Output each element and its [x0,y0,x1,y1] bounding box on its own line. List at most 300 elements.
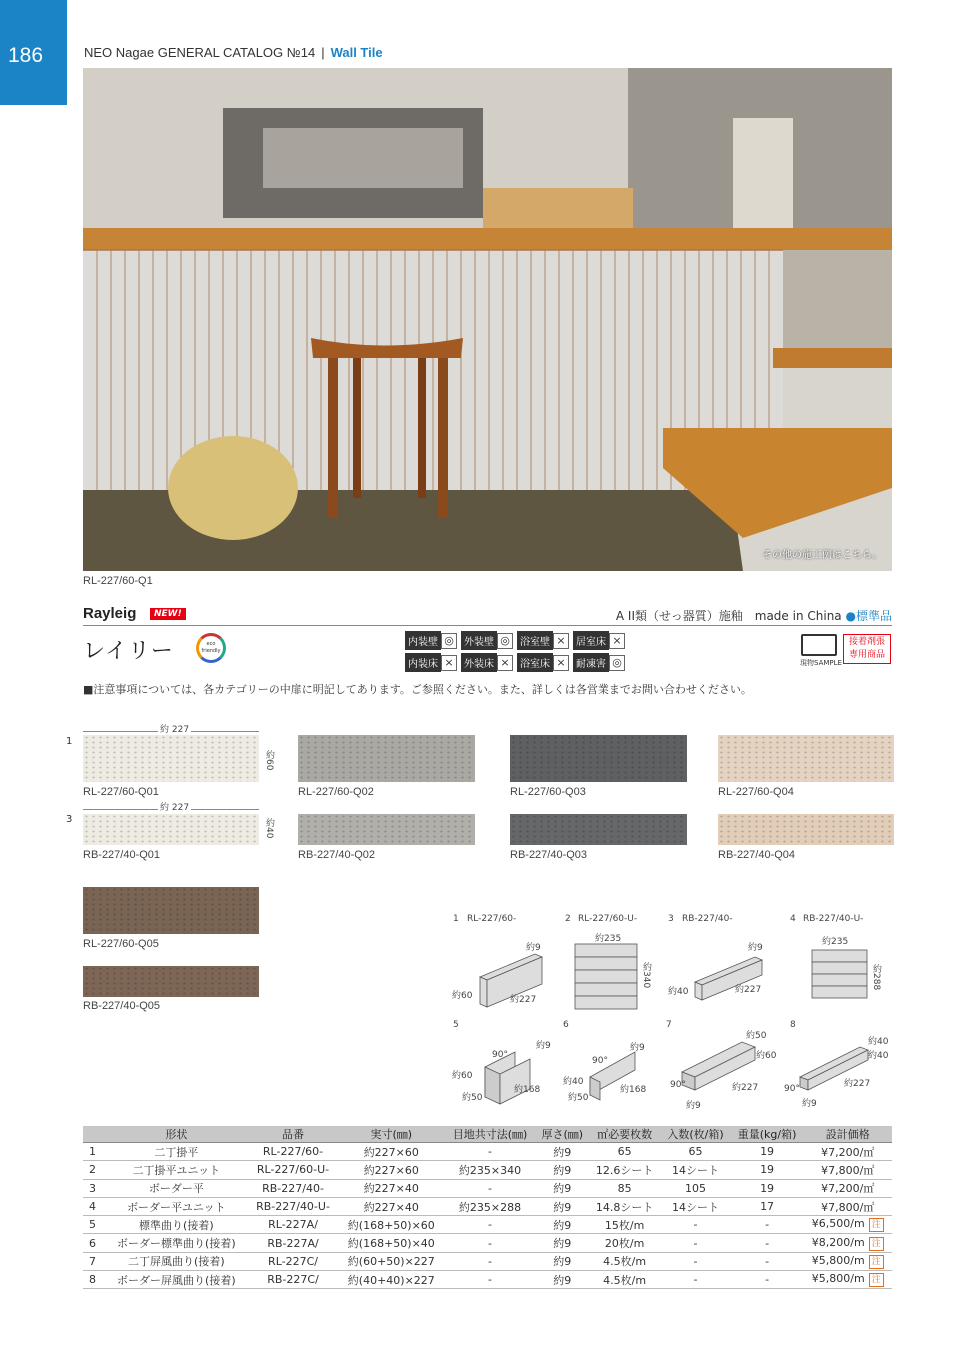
table-cell [589,1234,661,1252]
table-cell [248,1216,339,1234]
usage-label: 耐凍害 [573,653,609,672]
diagram-dim: 約40 [868,1037,889,1047]
swatch-code: RB-227/40-Q04 [718,849,796,861]
catalog-title: NEO Nagae GENERAL CATALOG №14 [84,45,316,60]
table-cell [105,1271,248,1289]
swatch-rl-q01[interactable] [83,735,259,782]
cell-text: ¥8,200/m [811,1235,865,1249]
diagram-dim: 約9 [748,943,763,953]
cell-text: - [488,1181,493,1195]
cell-text: 約227×60 [363,1163,419,1177]
table-cell [444,1271,535,1289]
table-cell [105,1179,248,1197]
table-cell [444,1179,535,1197]
table-cell [589,1161,661,1179]
diagram-number: 3 [668,914,674,924]
cell-text: 約9 [553,1255,572,1269]
usage-item [405,653,457,672]
table-header-row [83,1126,892,1143]
usage-item [517,631,569,650]
diagram-dim: 約288 [871,964,881,991]
cell-text: 約(60+50)×227 [347,1255,435,1269]
cell-text: RB-227/40-U- [256,1200,330,1214]
diagram-dim: 約60 [452,1071,473,1081]
table-cell [248,1234,339,1252]
usage-item [573,631,625,650]
usage-mark: ◎ [609,655,625,671]
cell-text: - [488,1273,493,1287]
table-cell [248,1179,339,1197]
cell-text: - [488,1145,493,1159]
diagram-dim: 90° [492,1050,508,1060]
swatch-code: RL-227/60-Q04 [718,786,794,798]
table-cell [83,1143,105,1161]
table-row [83,1271,892,1289]
table-cell [660,1179,730,1197]
diagram-dim: 約9 [536,1041,551,1051]
swatch-rl-q05[interactable] [83,887,259,934]
cell-text: 15枚/m [604,1218,645,1232]
cell-text: 約(40+40)×227 [347,1273,435,1287]
cell-text: RL-227/60- [262,1145,324,1159]
table-cell [804,1161,892,1179]
swatch-code: RB-227/40-Q05 [83,1000,161,1012]
diagram-dim: 90° [592,1056,608,1066]
diagram-dim: 約340 [641,962,651,989]
cell-text: - [765,1273,770,1287]
page-number: 186 [0,0,67,105]
swatch-rb-q02[interactable] [298,814,475,845]
table-cell [804,1271,892,1289]
table-cell [444,1234,535,1252]
diagram-code: RL-227/60- [467,914,517,924]
table-cell [338,1161,444,1179]
col-header: 実寸(㎜) [338,1126,444,1143]
cell-text: 1 [89,1145,96,1159]
table-cell [338,1234,444,1252]
cell-text: ¥5,800/m [811,1253,865,1267]
table-cell [731,1252,804,1270]
diagram-dim: 約50 [568,1093,589,1103]
cell-text: - [693,1218,698,1232]
table-cell [804,1234,892,1252]
usage-item [461,631,513,650]
table-cell [444,1143,535,1161]
cell-text: 約235×340 [458,1163,522,1177]
swatch-code: RL-227/60-Q03 [510,786,586,798]
usage-mark: × [609,633,625,649]
cell-text: ¥7,200/㎡ [821,1145,875,1159]
note-badge: 注 [869,1218,884,1232]
catalog-header [84,45,383,60]
usage-mark: × [497,655,513,671]
table-cell [804,1197,892,1215]
table-cell [83,1271,105,1289]
swatch-code: RL-227/60-Q01 [83,786,159,798]
cell-text: 8 [89,1273,96,1287]
eco-friendly-icon: eco friendly [196,633,226,663]
table-cell [589,1252,661,1270]
swatch-rb-q05[interactable] [83,966,259,997]
cell-text: - [765,1218,770,1232]
diagram-dim: 約9 [630,1043,645,1053]
table-cell [338,1216,444,1234]
table-cell [589,1143,661,1161]
table-cell [589,1197,661,1215]
diagram-dim: 90° [670,1080,686,1090]
col-header: 目地共寸法(㎜) [444,1126,535,1143]
table-cell [105,1216,248,1234]
cell-text: 17 [760,1200,775,1214]
table-cell [731,1179,804,1197]
cell-text: 約235×288 [458,1200,522,1214]
diagram-dim: 約227 [732,1083,759,1093]
table-cell [338,1271,444,1289]
cell-text: 7 [89,1254,96,1268]
cell-text: 約9 [553,1273,572,1287]
sample-label: 現物SAMPLE [800,659,842,667]
cell-text: ボーダー屏風曲り(接着) [117,1273,236,1287]
cell-text: 約227×60 [363,1145,419,1159]
cell-text: 約227×40 [363,1182,419,1196]
swatch-rl-q02[interactable] [298,735,475,782]
usage-item [517,653,569,672]
table-row [83,1216,892,1234]
table-cell [589,1216,661,1234]
cell-text: ¥7,200/㎡ [821,1182,875,1196]
table-cell [589,1179,661,1197]
cell-text: 約9 [553,1182,572,1196]
standard-label: 標準品 [855,609,892,623]
diagram-dim: 約227 [510,995,537,1005]
table-cell [731,1143,804,1161]
cell-text: - [693,1236,698,1250]
cell-text: ¥7,800/㎡ [821,1200,875,1214]
shape-diagrams [450,912,892,1117]
col-header: 形状 [105,1126,248,1143]
cell-text: 19 [760,1145,775,1159]
table-cell [536,1143,589,1161]
table-cell [105,1252,248,1270]
usage-label: 内装壁 [405,631,441,650]
usage-mark: × [553,633,569,649]
table-cell [248,1143,339,1161]
table-cell [731,1271,804,1289]
adhesive-line-1: 接着剤張 [848,637,885,647]
sample-icon [801,634,837,656]
height-dimension: 約60 [264,750,274,771]
cell-text: 20枚/m [604,1237,645,1251]
diagram-dim: 約168 [514,1085,541,1095]
usage-item [461,653,513,672]
installation-photo-illustration [83,68,892,571]
col-header: ㎡必要枚数 [589,1126,661,1143]
usage-item [405,631,457,650]
cell-text: 約9 [553,1200,572,1214]
cell-text: 約9 [553,1237,572,1251]
swatch-rb-q03[interactable] [510,814,687,845]
cell-text: 14.8シート [595,1200,654,1214]
table-cell [105,1143,248,1161]
adhesive-line-2: 専用商品 [848,650,885,660]
cell-text: RL-227A/ [268,1218,318,1232]
swatch-rl-q03[interactable] [510,735,687,782]
col-header: 重量(kg/箱) [731,1126,804,1143]
diagram-number: 4 [790,914,796,924]
spec-table [83,1126,892,1289]
col-header: 設計価格 [804,1126,892,1143]
cell-text: 標準曲り(接着) [139,1218,214,1232]
cell-text: 2 [89,1163,96,1177]
table-row [83,1234,892,1252]
diagram-number: 1 [453,914,459,924]
cell-text: - [488,1218,493,1232]
cell-text: - [765,1254,770,1268]
note-badge: 注 [869,1255,884,1269]
cell-text: 約(168+50)×60 [347,1218,435,1232]
swatch-rb-q01[interactable] [83,814,259,845]
cell-text: 85 [617,1181,632,1195]
row-number: 1 [66,736,73,747]
usage-label: 浴室壁 [517,631,553,650]
diagram-dim: 約40 [668,987,689,997]
swatch-code: RB-227/40-Q02 [298,849,376,861]
cell-text: RB-227/40- [262,1181,324,1195]
cell-text: 4 [89,1200,96,1214]
table-cell [731,1216,804,1234]
table-cell [660,1252,730,1270]
table-cell [731,1197,804,1215]
table-cell [660,1197,730,1215]
diagram-dim: 約40 [868,1051,889,1061]
cell-text: - [693,1273,698,1287]
table-row [83,1161,892,1179]
notice-text: ■注意事項については、各カテゴリーの中扉に明記してあります。ご参照ください。また、詳しくは各営業までお問い合わせください。 [83,683,752,696]
table-cell [105,1161,248,1179]
diagram-number: 2 [565,914,571,924]
col-header [83,1126,105,1143]
cell-text: 6 [89,1236,96,1250]
qr-caption: その他の施工例はこちら。 [762,550,882,561]
table-row [83,1179,892,1197]
header-separator: | [321,45,325,60]
cell-text: ¥6,500/m [811,1217,865,1231]
cell-text: 19 [760,1181,775,1195]
table-cell [536,1234,589,1252]
cell-text: ボーダー平ユニット [127,1200,226,1214]
usage-mark: × [441,655,457,671]
diagram-number: 6 [563,1020,569,1030]
note-badge: 注 [869,1237,884,1251]
diagram-dim: 約235 [822,937,849,947]
table-cell [444,1216,535,1234]
table-cell [83,1179,105,1197]
swatch-rl-q04[interactable] [718,735,894,782]
table-cell [804,1252,892,1270]
table-cell [660,1143,730,1161]
table-cell [804,1179,892,1197]
cell-text: 4.5枚/m [603,1273,647,1287]
cell-text: 14シート [672,1200,719,1214]
usage-label: 居室床 [573,631,609,650]
cell-text: 約227×40 [363,1200,419,1214]
cell-text: 19 [760,1163,775,1177]
cell-text: RB-227C/ [267,1273,319,1287]
usage-mark: ◎ [441,633,457,649]
table-cell [536,1252,589,1270]
cell-text: ボーダー標準曲り(接着) [117,1237,236,1251]
new-badge: NEW! [150,608,186,620]
table-cell [536,1179,589,1197]
cell-text: 4.5枚/m [603,1255,647,1269]
table-cell [731,1161,804,1179]
table-cell [660,1234,730,1252]
diagram-dim: 90° [784,1084,800,1094]
table-cell [83,1197,105,1215]
table-body [83,1143,892,1289]
classification-text: A II類（せっ器質）施釉 made in China [615,609,842,623]
usage-mark: ◎ [497,633,513,649]
cell-text: RB-227A/ [267,1236,319,1250]
table-cell [338,1143,444,1161]
cell-text: 12.6シート [595,1163,654,1177]
table-row [83,1143,892,1161]
diagram-dim: 約9 [802,1099,817,1109]
usage-mark: × [553,655,569,671]
col-header: 品番 [248,1126,339,1143]
height-dimension: 約40 [264,818,274,839]
table-cell [536,1271,589,1289]
cell-text: RL-227/60-U- [256,1163,330,1177]
table-cell [804,1143,892,1161]
diagram-dim: 約227 [735,985,762,995]
table-cell [105,1197,248,1215]
table-cell [444,1161,535,1179]
table-cell [731,1234,804,1252]
table-cell [660,1271,730,1289]
row-number: 3 [66,814,73,825]
table-cell [536,1161,589,1179]
diagram-dim: 約60 [756,1051,777,1061]
cell-text: - [488,1236,493,1250]
usage-label: 外装床 [461,653,497,672]
usage-label: 内装床 [405,653,441,672]
cell-text: RL-227C/ [268,1254,318,1268]
installation-photo [83,68,892,571]
table-row [83,1252,892,1270]
diagram-code: RB-227/40- [682,914,733,924]
diagram-dim: 約235 [595,934,622,944]
diagram-number: 5 [453,1020,459,1030]
table-row [83,1197,892,1215]
photo-caption: RL-227/60-Q1 [83,575,153,587]
swatch-code: RL-227/60-Q02 [298,786,374,798]
cell-text: 3 [89,1181,96,1195]
diagram-dim: 約9 [526,943,541,953]
cell-text: 約9 [553,1163,572,1177]
adhesive-badge [843,634,891,664]
cell-text: 5 [89,1218,96,1232]
table-cell [589,1271,661,1289]
usage-item [573,653,625,672]
cell-text: ¥7,800/㎡ [821,1163,875,1177]
width-dimension: 約 227 [158,722,191,735]
table-cell [444,1197,535,1215]
classification-line [616,607,892,624]
swatch-code: RB-227/40-Q01 [83,849,161,861]
diagram-dim: 約40 [563,1077,584,1087]
table-cell [338,1197,444,1215]
cell-text: 14シート [672,1163,719,1177]
product-name-en: Rayleig [83,605,137,622]
cell-text: ボーダー平 [148,1182,204,1196]
diagram-dim: 約50 [462,1093,483,1103]
diagram-dim: 約50 [746,1031,767,1041]
table-cell [83,1161,105,1179]
diagram-dim: 約60 [452,991,473,1001]
col-header: 入数(枚/箱) [660,1126,730,1143]
table-cell [83,1216,105,1234]
table-cell [83,1234,105,1252]
note-badge: 注 [869,1273,884,1287]
diagram-code: RB-227/40-U- [803,914,864,924]
cell-text: - [693,1254,698,1268]
diagram-number: 8 [790,1020,796,1030]
width-dimension: 約 227 [158,800,191,813]
cell-text: - [488,1254,493,1268]
table-cell [660,1216,730,1234]
col-header: 厚さ(㎜) [536,1126,589,1143]
swatch-code: RB-227/40-Q03 [510,849,588,861]
table-cell [248,1161,339,1179]
standard-dot-icon: ● [845,609,856,623]
cell-text: 二丁屏風曲り(接着) [128,1255,225,1269]
swatch-code: RL-227/60-Q05 [83,938,159,950]
cell-text: 二丁掛平 [154,1145,199,1159]
table-cell [248,1252,339,1270]
table-cell [804,1216,892,1234]
cell-text: ¥5,800/m [811,1272,865,1286]
table-cell [83,1252,105,1270]
cell-text: 約9 [553,1218,572,1232]
table-cell [105,1234,248,1252]
usage-matrix [405,631,625,672]
cell-text: 65 [617,1145,632,1159]
table-cell [248,1271,339,1289]
usage-label: 浴室床 [517,653,553,672]
table-cell [248,1197,339,1215]
table-cell [660,1161,730,1179]
diagram-dim: 約227 [844,1079,871,1089]
table-cell [444,1252,535,1270]
diagram-dim: 約168 [620,1085,647,1095]
diagram-dim: 約9 [686,1101,701,1111]
cell-text: 約(168+50)×40 [347,1237,435,1251]
cell-text: - [765,1236,770,1250]
diagram-number: 7 [666,1020,672,1030]
diagram-code: RL-227/60-U- [578,914,638,924]
usage-label: 外装壁 [461,631,497,650]
section-title: Wall Tile [330,45,383,60]
cell-text: 二丁掛平ユニット [132,1163,221,1177]
table-cell [338,1252,444,1270]
cell-text: 105 [685,1181,706,1195]
table-cell [536,1216,589,1234]
swatch-rb-q04[interactable] [718,814,894,845]
table-cell [536,1197,589,1215]
table-cell [338,1179,444,1197]
cell-text: 約9 [553,1145,572,1159]
